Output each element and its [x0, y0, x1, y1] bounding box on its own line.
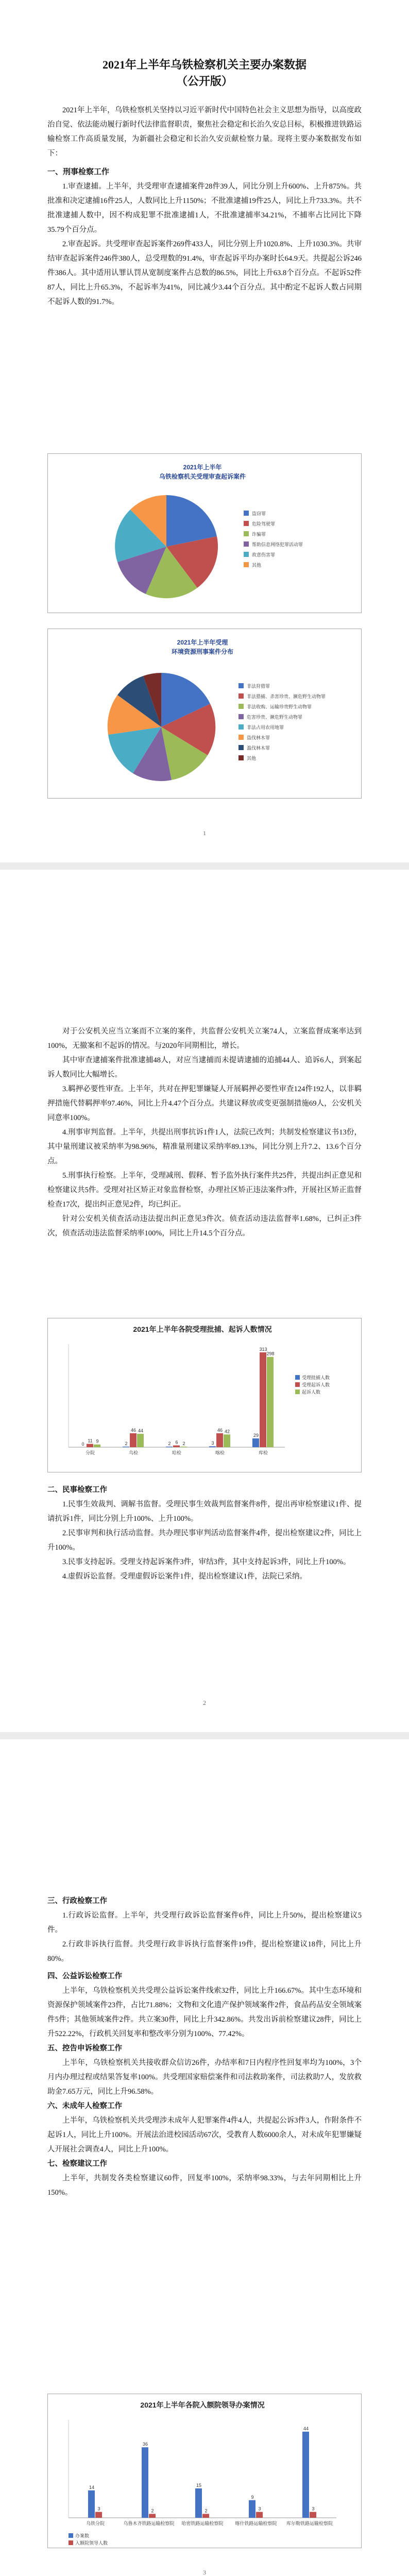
section-heading-minors: 六、未成年人检察工作 [47, 2102, 122, 2110]
x-tick-label: 乌鲁木齐铁路运输检察院 [123, 2521, 175, 2526]
paragraph-civil-1: 1.民事生效裁判、调解书监督。受理民事生效裁判监督案件8件，提出再审检察建议1件、提请抗诉1件，同比分别上升100%、上升100%。 [47, 1500, 362, 1523]
bar [130, 1433, 137, 1447]
bar [94, 1445, 100, 1447]
legend-label: 受理批捕人数 [302, 1375, 330, 1380]
bar-value-label: 313 [259, 1346, 267, 1352]
bar-value-label: 9 [96, 1438, 99, 1444]
bar2-title: 2021年上半年各院入额院领导办案情况 [140, 2401, 265, 2409]
pie-chart-2-svg [48, 629, 361, 798]
pie2-title-line2: 环境资源刑事案件分布 [171, 648, 234, 655]
bar [173, 1445, 180, 1447]
bar2-svg [48, 2394, 361, 2548]
bar [87, 1444, 93, 1447]
legend-swatch [244, 541, 249, 547]
x-tick-label: 库尔勒铁路运输检察院 [286, 2521, 333, 2526]
legend-label: 盗窃罪 [252, 511, 266, 516]
x-tick-label: 喀检 [215, 1450, 225, 1455]
paragraph-investigation: 针对公安机关侦查活动违法提出纠正意见3件次。侦查活动违法监督率1.68%，已纠正3件次，侦查活动违法监督采纳率100%，同比上升14.5个百分点。 [47, 1215, 362, 1238]
bar [142, 2447, 148, 2518]
page-1 [0, 0, 409, 862]
legend-label: 非法猎捕、杀害珍贵、濒危野生动物罪 [247, 694, 326, 699]
bar [202, 2514, 209, 2518]
bar-value-label: 298 [266, 1351, 275, 1357]
pie1-slices [115, 495, 218, 598]
paragraph-prosecution: 2.审查起诉。共受理审查起诉案件269件433人，同比分别上升1020.8%、上升1030.3%。共审结审查起诉案件246件380人，总受理数的91.4%，审查起诉平均办案时长64.9天。共提起公诉246件386人。其中适用认罪认罚从宽制度案件占总数的86.5%，同比上升63.8个百分点。不起诉52件87人，同比上升65.3%，不起诉率为41%，同比减少3.44个百分点。其中酌定不起诉人数占同期不起诉人数的91.7%。 [47, 240, 362, 306]
x-tick-label: 哈密铁路运输检察院 [181, 2521, 224, 2526]
pie1-title-line1: 2021年上半年 [183, 464, 222, 471]
bar [302, 2432, 309, 2518]
page-number-2: 2 [203, 1699, 206, 1706]
legend-swatch [69, 2540, 73, 2545]
paragraph-complaints: 上半年，乌铁检察机关共接收群众信访26件，办结率和7日内程序性回复率均为100%，3个月内办理过程或结果答复率100%。共受理国家赔偿案件和司法救助案件，司法救助7人，发放救助金7.65万元，同比上升96.58%。 [47, 2059, 362, 2096]
page-gap-1 [0, 862, 409, 870]
page-2 [0, 870, 409, 1732]
bar-value-label: 3 [211, 1440, 214, 1446]
bar [252, 1438, 259, 1447]
page-1-content [47, 57, 362, 309]
page-2-content [47, 1024, 362, 1241]
section-heading-criminal: 一、刑事检察工作 [47, 168, 110, 176]
legend-label: 危险驾驶罪 [252, 521, 276, 527]
legend-label: 非法占用农用地罪 [247, 725, 284, 730]
doc-subtitle: （公开版） [176, 75, 233, 88]
section-heading-public-interest: 四、公益诉讼检察工作 [47, 1972, 122, 1980]
legend-swatch [69, 2533, 73, 2538]
legend-label: 非法狩猎罪 [247, 684, 270, 689]
legend-swatch [244, 552, 249, 557]
bar-value-label: 3 [312, 2506, 315, 2512]
paragraph-arrest: 1.审查逮捕。上半年，共受理审查逮捕案件28件39人，同比分别上升600%、上升875%。共批准和决定逮捕16件25人，人数同比上升1150%；不批准逮捕19件25人，同比上升733.3%。共不批准逮捕人数中，因不构成犯罪不批准逮捕1人，不批准逮捕率34.21%，不捕率占比同比下降35.79个百分点。 [47, 182, 362, 234]
bar [209, 1446, 216, 1447]
paragraph-civil-2: 2.民事审判和执行活动监督。共办理民事审判活动监督案件4件，提出检察建议2件，同比上升100%。 [47, 1529, 362, 1552]
bar [95, 2512, 102, 2518]
paragraph-supervision: 对于公安机关应当立案而不立案的案件，共监督公安机关立案74人，立案监督成案率达到100%，无撤案和不起诉的情况。与2020年同期相比，增长。 [47, 1027, 362, 1050]
bar [88, 2490, 95, 2518]
legend-swatch [244, 521, 249, 526]
bar [195, 2488, 202, 2518]
bar-value-label: 29 [253, 1432, 259, 1438]
x-tick-label: 分院 [85, 1450, 95, 1455]
bar [260, 1352, 266, 1447]
legend-label: 入额院领导人数 [75, 2540, 108, 2546]
bar-value-label: 0 [81, 1442, 84, 1447]
legend-label: 故意伤害罪 [252, 552, 276, 557]
pie1-legend [244, 511, 303, 568]
bar-value-label: 2 [151, 2508, 154, 2514]
legend-label: 其他 [252, 563, 262, 568]
section-heading-civil: 二、民事检察工作 [47, 1486, 107, 1494]
legend-swatch [295, 1382, 300, 1387]
pie1-title-line2: 乌铁检察机关受理审查起诉案件 [159, 473, 246, 480]
bar-value-label: 14 [89, 2484, 95, 2490]
page-2-content-b [47, 1483, 362, 1584]
bar [267, 1357, 274, 1447]
bar-value-label: 44 [138, 1428, 144, 1434]
bar-value-label: 11 [88, 1438, 93, 1444]
pie2-legend [238, 683, 326, 761]
legend-swatch [244, 531, 249, 536]
bar [149, 2514, 156, 2518]
legend-label: 其他 [247, 756, 257, 761]
bar-value-label: 9 [251, 2494, 254, 2500]
legend-swatch [238, 683, 244, 688]
legend-swatch [238, 724, 244, 730]
legend-label: 受理起诉人数 [302, 1382, 330, 1387]
bar [310, 2512, 316, 2518]
bar-value-label: 3 [97, 2506, 100, 2512]
pie2-title-line1: 2021年上半年受理 [177, 639, 228, 646]
bar-value-label: 15 [196, 2483, 202, 2488]
bar [256, 2512, 263, 2518]
legend-label: 非法收购、运输珍贵野生动物罪 [247, 704, 312, 709]
paragraph-suggestions: 上半年，共制发各类检察建议60件，回复率100%，采纳率98.33%，与去年同期相比上升150%。 [47, 2174, 362, 2197]
legend-swatch [244, 511, 249, 516]
pie2-slices [108, 673, 216, 781]
legend-swatch [244, 562, 249, 567]
page-3-content [47, 1894, 362, 2200]
x-tick-label: 乌铁分院 [86, 2521, 105, 2526]
paragraph-civil-3: 3.民事支持起诉。受理支持起诉案件3件，审结3件，其中支持起诉3件，同比上升100%。 [62, 1558, 351, 1566]
paragraph-admin-2: 2.行政非诉执行监督。共受理行政非诉执行监督案件19件，提出检察建议18件，同比上升80%。 [47, 1940, 362, 1963]
doc-title: 2021年上半年乌铁检察机关主要办案数据 [102, 58, 306, 71]
legend-swatch [295, 1389, 300, 1394]
legend-swatch [238, 693, 244, 699]
bar-value-label: 46 [217, 1427, 223, 1433]
legend-swatch [238, 745, 244, 750]
bar-value-label: 2 [125, 1440, 128, 1446]
legend-swatch [238, 755, 244, 760]
page-number-1: 1 [203, 829, 206, 837]
pie-chart-crime-types [47, 453, 362, 613]
bar-value-label: 36 [142, 2442, 148, 2447]
x-tick-label: 哈检 [172, 1450, 182, 1455]
paragraph-public-interest: 上半年，乌铁检察机关共受理公益诉讼案件线索32件，同比上升166.67%。其中生态环境和资源保护领域案件23件，占比71.88%；文物和文化遗产保护领域案件2件，食品药品安全领域案件5件；其他领域案件2件。共立案30件，同比上升342.86%。共发出诉前检察建议28件，同比上升522.22%，行政机关回复率和整改率分别为100%、77.42%。 [47, 1987, 362, 2038]
paragraph-detention-review: 3.羁押必要性审查。上半年，共对在押犯罪嫌疑人开展羁押必要性审查124件192人，以非羁押措施代替羁押率97.46%，同比上升4.47个百分点。共建议释放或变更强制措施69人，公安机关同意率100%。 [47, 1085, 362, 1122]
paragraph-pursuit: 其中审查逮捕案件批准逮捕48人，对应当逮捕而未提请逮捕的追捕44人、追诉6人，到案起诉人数同比大幅增长。 [47, 1056, 362, 1079]
pie-chart-1-svg [48, 454, 361, 613]
paragraph-minors: 上半年，乌铁检察机关共受理涉未成年人犯罪案件4件4人，共提起公诉3件3人，作附条件不起诉1人，同比上升100%。开展法治进校园活动67次，受教育人数6000余人，对未成年犯罪嫌疑人开展社会调查4人，同比上升100%。 [47, 2116, 362, 2154]
page-gap-2 [0, 1732, 409, 1739]
section-heading-complaints: 五、控告申诉检察工作 [47, 2044, 122, 2053]
legend-label: 办案数 [75, 2533, 90, 2538]
bar [249, 2500, 255, 2518]
legend-swatch [238, 735, 244, 740]
paragraph-execution: 5.刑事执行检察。上半年，受理减刑、假释、暂予监外执行案件共25件，共提出纠正意见和检察建议共5件。受理对社区矫正对象监督检察，办理社区矫正违法案件3件，开展社区矫正监督检查17次，提出纠正意见2件，均已纠正。 [47, 1172, 362, 1209]
bar1-title: 2021年上半年各院受理批捕、起诉人数情况 [133, 1325, 272, 1333]
legend-label: 起诉人数 [302, 1389, 321, 1395]
section-heading-suggestions: 七、检察建议工作 [47, 2160, 107, 2168]
bar-value-label: 2 [182, 1440, 185, 1446]
paragraph-admin-1: 1.行政诉讼监督。上半年，共受理行政诉讼监督案件6件，同比上升50%，提出检察建议5件。 [47, 1911, 362, 1934]
legend-swatch [295, 1375, 300, 1380]
legend-label: 危害珍贵、濒危野生动物罪 [247, 715, 303, 720]
pie-chart-environment [47, 629, 362, 799]
legend-label: 滥伐林木罪 [247, 745, 270, 751]
page-number-3: 3 [203, 2569, 206, 2576]
x-tick-label: 喀什铁路运输检察院 [235, 2521, 277, 2526]
bar [216, 1433, 223, 1447]
bar-value-label: 44 [303, 2426, 309, 2431]
bar-value-label: 3 [258, 2506, 261, 2512]
bar1-svg [48, 1318, 361, 1472]
paragraph-trial-supervision: 4.刑事审判监督。上半年，共提出刑事抗诉1件1人，法院已改判；共制发检察建议书13份，其中量刑建议被采纳率为98.96%，精准量刑建议采纳率89.13%，同比分别上升7.2、13.6个百分点。 [47, 1128, 362, 1165]
bar-value-label: 42 [224, 1429, 230, 1434]
bar-value-label: 6 [175, 1439, 178, 1445]
legend-label: 盗伐林木罪 [247, 735, 270, 740]
page-3 [0, 1739, 409, 2576]
bar [137, 1434, 144, 1447]
bar-chart-leaders [47, 2394, 362, 2548]
legend-swatch [238, 704, 244, 709]
x-tick-label: 乌检 [128, 1450, 139, 1455]
legend-swatch [238, 714, 244, 719]
section-heading-admin: 三、行政检察工作 [47, 1897, 107, 1905]
intro-paragraph: 2021年上半年，乌铁检察机关坚持以习近平新时代中国特色社会主义思想为指导，以高度政治自觉、依法能动履行新时代法律监督职责，聚焦社会稳定和长治久安总目标，积极推进铁路运输检察工作高质量发展，为新疆社会稳定和长治久安贡献检察力量。现将主要办案数据发布如下： [47, 106, 362, 158]
legend-label: 诈骗罪 [252, 532, 266, 537]
legend-label: 帮助信息网络犯罪活动罪 [252, 542, 303, 547]
bar-value-label: 46 [130, 1427, 137, 1433]
bar [224, 1434, 230, 1447]
bar-value-label: 2 [168, 1440, 171, 1446]
paragraph-civil-4: 4.虚假诉讼监督。受理虚假诉讼案件1件，提出检察建议1件，法院已采纳。 [62, 1572, 307, 1581]
bar-value-label: 2 [204, 2508, 208, 2514]
bar-chart-arrest-prosecution [47, 1318, 362, 1472]
x-tick-label: 库检 [258, 1450, 268, 1455]
